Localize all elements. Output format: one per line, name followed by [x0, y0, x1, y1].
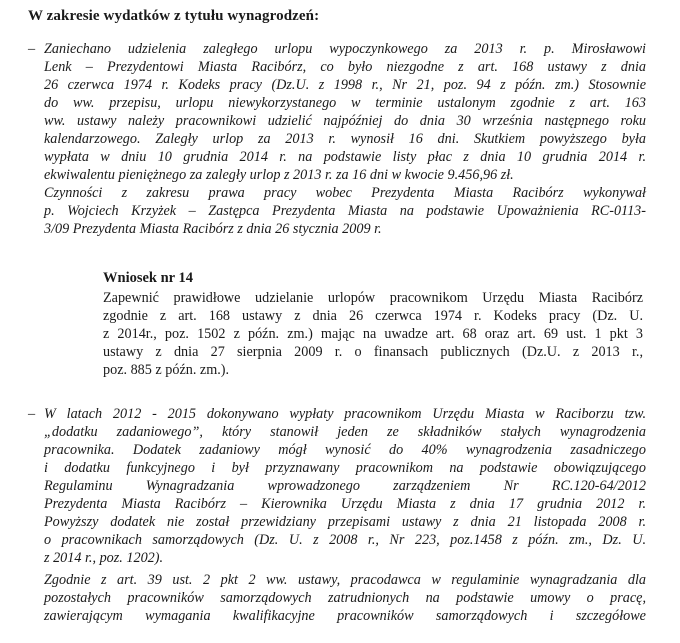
- text-line: Prezydenta Miasta Racibórz – Kierownika Urzędu Miasta z dnia 17 grudnia 2012 r.: [44, 496, 646, 512]
- text-line: zgodnie z art. 168 ustawy z dnia 26 czerwca 1974 r. Kodeks pracy (Dz. U.: [103, 308, 643, 324]
- text-line: wypłata w dniu 10 grudnia 2014 r. na podstawie listy płac z dnia 10 grudnia 2014 r.: [44, 149, 646, 165]
- text-line: o pracownikach samorządowych (Dz. U. z 2008 r., Nr 223, poz.1458 z późn. zm., Dz. U.: [44, 532, 646, 548]
- text-line: pracownika. Dodatek zadaniowy mógł wynosić do 40% wynagrodzenia zasadniczego: [44, 442, 646, 458]
- text-line: Powyższy dodatek nie został przewidziany przepisami ustawy z dnia 21 listopada 2008 r.: [44, 514, 646, 530]
- text-line: 3/09 Prezydenta Miasta Racibórz z dnia 26 stycznia 2009 r.: [44, 221, 382, 237]
- text-line: poz. 885 z późn. zm.).: [103, 362, 230, 378]
- text-line: pozostałych pracowników samorządowych zatrudnionych na podstawie umowy o pracę,: [44, 590, 646, 606]
- text-line: Zaniechano udzielenia zaległego urlopu wypoczynkowego za 2013 r. p. Mirosławowi: [44, 41, 646, 57]
- text-line: Lenk – Prezydentowi Miasta Racibórz, co było niezgodne z art. 168 ustawy z dnia: [44, 59, 646, 75]
- text-line: ekwiwalentu pieniężnego za zaległy urlop z 2013 r. za 16 dni w kwocie 9.456,96 zł.: [44, 167, 514, 183]
- text-line: z 2014 r., poz. 1202).: [44, 550, 164, 566]
- bullet-dash: –: [28, 41, 36, 57]
- text-line: z 2014r., poz. 1502 z późn. zm.) mając na uwadze art. 68 oraz art. 69 ust. 1 pkt 3: [103, 326, 643, 342]
- text-line: Regulaminu Wynagradzania wprowadzonego zarządzeniem Nr RC.120-64/2012: [44, 478, 646, 494]
- text-line: i dodatku funkcyjnego i był przyznawany pracownikom na podstawie obowiązującego: [44, 460, 646, 476]
- text-line: kalendarzowego. Zaległy urlop za 2013 r. wynosił 16 dni. Skutkiem powyższego była: [44, 131, 646, 147]
- text-line: Zapewnić prawidłowe udzielanie urlopów pracownikom Urzędu Miasta Racibórz: [103, 290, 643, 306]
- section-heading: W zakresie wydatków z tytułu wynagrodzeń:: [28, 8, 320, 24]
- text-line: ww. ustawy należy pracownikowi udzielić najpóźniej do dnia 30 września następnego roku: [44, 113, 646, 129]
- bullet-dash: –: [28, 406, 36, 422]
- text-line: p. Wojciech Krzyżek – Zastępca Prezydenta Miasta na podstawie Upoważnienia RC-0113-: [44, 203, 646, 219]
- text-line: zawierającym wymagania kwalifikacyjne pracowników samorządowych i szczegółowe: [44, 608, 646, 624]
- text-line: 26 czerwca 1974 r. Kodeks pracy (Dz.U. z 1998 r., Nr 21, poz. 94 z późn. zm.) Stosownie: [44, 77, 646, 93]
- text-line: Zgodnie z art. 39 ust. 2 pkt 2 ww. ustawy, pracodawca w regulaminie wynagradzania dla: [44, 572, 646, 588]
- text-line: ustawy z dnia 27 sierpnia 2009 r. o finansach publicznych (Dz.U. z 2013 r.,: [103, 344, 643, 360]
- text-line: W latach 2012 - 2015 dokonywano wypłaty pracownikom Urzędu Miasta w Raciborzu tzw.: [44, 406, 646, 422]
- conclusion-title: Wniosek nr 14: [103, 270, 193, 286]
- text-line: „dodatku zadaniowego”, który stanowił jeden ze składników stałych wynagrodzenia: [44, 424, 646, 440]
- text-line: Czynności z zakresu prawa pracy wobec Prezydenta Miasta Racibórz wykonywał: [44, 185, 646, 201]
- text-line: do ww. przepisu, urlopu niewykorzystanego w terminie ustalonym zgodnie z art. 163: [44, 95, 646, 111]
